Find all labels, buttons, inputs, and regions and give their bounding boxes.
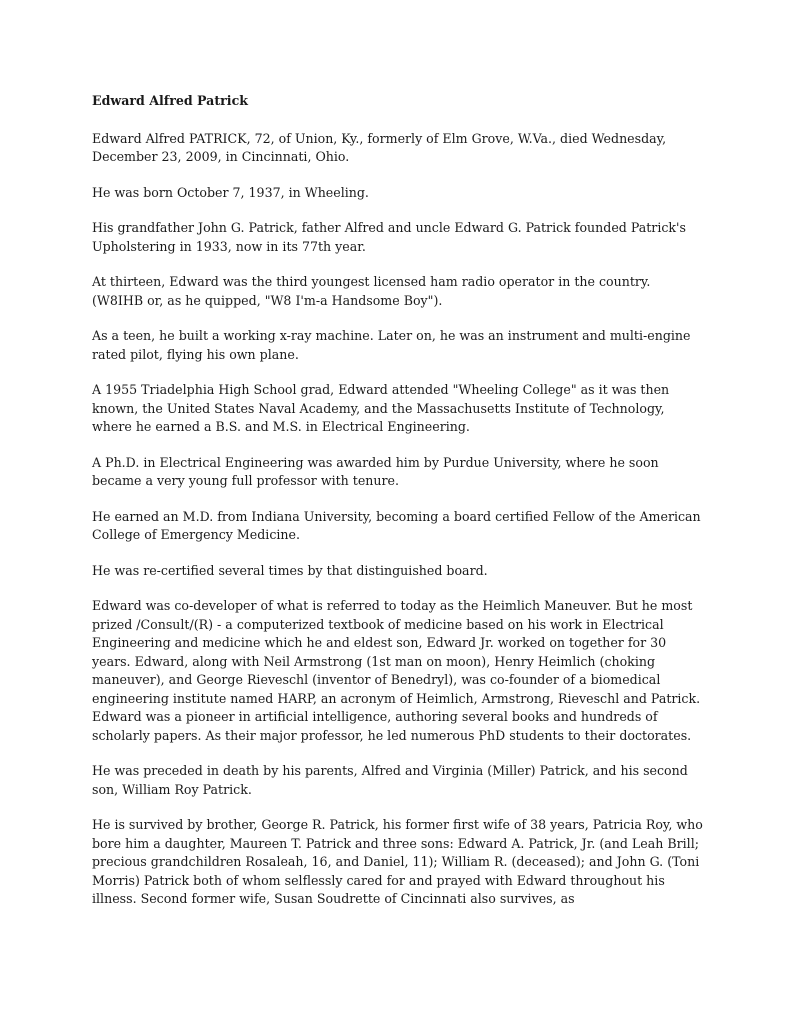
paragraph-phd: A Ph.D. in Electrical Engineering was awarded him by Purdue University, where he soon became a very young full professor with tenure. (92, 454, 659, 488)
paragraph-death-notice: Edward Alfred PATRICK, 72, of Union, Ky., formerly of Elm Grove, W.Va., died Wednesday, December 23, 2009, in Cincinnati, Ohio. (92, 130, 667, 164)
document-title: Edward Alfred Patrick (92, 93, 248, 108)
paragraph-family-business: His grandfather John G. Patrick, father Alfred and uncle Edward G. Patrick founded Patrick's Upholstering in 1933, now in its 77th year. (92, 220, 686, 254)
paragraph-ham-radio: At thirteen, Edward was the third youngest licensed ham radio operator in the country. (W8IHB or, as he quipped, "W8 I'm-a Handsome Boy"). (92, 274, 651, 308)
paragraph-recertified: He was re-certified several times by that distinguished board. (92, 562, 488, 578)
paragraph-career: Edward was co-developer of what is referred to today as the Heimlich Maneuver. But he most prized /Consult/(R) - a computerized textbook of medicine based on his work in Electrical Engineering and medicine which he and eldest son, Edward Jr. worked on together for 30 years. Edward, along with Neil Armstrong (1st man on moon), Henry Heimlich (choking maneuver), and George Rieveschl (inventor of Benedryl), was co-founder of a biomedical engineering institute named HARP, an acronym of Heimlich, Armstrong, Rieveschl and Patrick. Edward was a pioneer in artificial intelligence, authoring several books and hundreds of scholarly papers. As their major professor, he led numerous PhD students to their doctorates. (92, 598, 701, 743)
paragraph-survived: He is survived by brother, George R. Patrick, his former first wife of 38 years, Patricia Roy, who bore him a daughter, Maureen T. Patrick and three sons: Edward A. Patrick, Jr. (and Leah Brill; precious grandchildren Rosaleah, 16, and Daniel, 11); William R. (deceased); and John G. (Toni Morris) Patrick both of whom selflessly cared for and prayed with Edward throughout his illness. Second former wife, Susan Soudrette of Cincinnati also survives, as (92, 817, 703, 906)
paragraph-education: A 1955 Triadelphia High School grad, Edward attended "Wheeling College" as it was then known, the United States Naval Academy, and the Massachusetts Institute of Technology, where he earned a B.S. and M.S. in Electrical Engineering. (92, 382, 670, 434)
obituary-body (92, 92, 704, 926)
paragraph-birth: He was born October 7, 1937, in Wheeling. (92, 184, 369, 200)
paragraph-md: He earned an M.D. from Indiana University, becoming a board certified Fellow of the American College of Emergency Medicine. (92, 508, 701, 542)
paragraph-preceded: He was preceded in death by his parents, Alfred and Virginia (Miller) Patrick, and his second son, William Roy Patrick. (92, 763, 688, 797)
paragraph-xray-pilot: As a teen, he built a working x-ray machine. Later on, he was an instrument and multi-engine rated pilot, flying his own plane. (92, 328, 691, 362)
